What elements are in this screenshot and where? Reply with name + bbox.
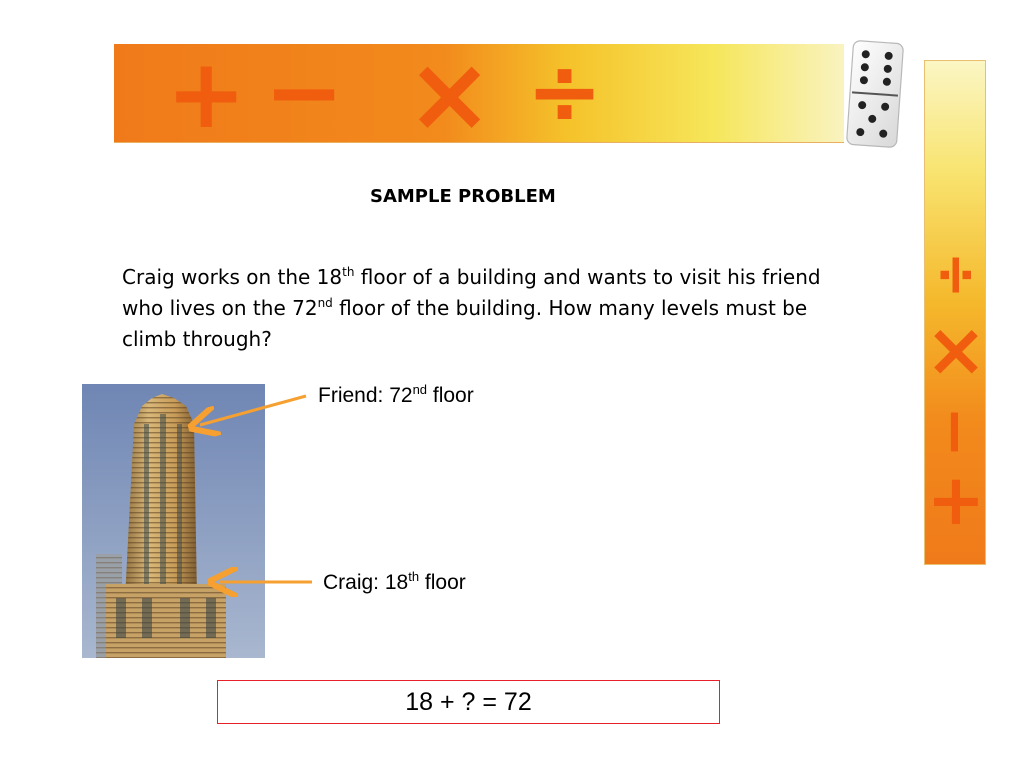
side-bar	[920, 60, 993, 565]
divide-icon: ÷	[924, 251, 989, 299]
equation-box	[217, 680, 720, 724]
domino-icon	[846, 40, 904, 148]
ordinal-suffix: th	[342, 265, 355, 279]
craig-callout	[323, 571, 466, 595]
minus-icon: −	[264, 36, 345, 148]
plus-icon: +	[926, 459, 986, 541]
divide-icon: ÷	[526, 38, 604, 145]
ordinal-suffix: nd	[317, 296, 333, 310]
callout-text: floor	[427, 384, 474, 407]
minus-icon: −	[920, 406, 993, 458]
plus-icon: +	[166, 38, 247, 150]
problem-text	[122, 262, 842, 355]
problem-text-part: Craig works on the 18	[122, 265, 343, 289]
building-image	[82, 384, 265, 658]
callout-text: floor	[419, 571, 466, 594]
problem-text-part: floor of the building. How many levels must be climb through?	[122, 296, 808, 351]
ordinal-suffix: nd	[412, 382, 428, 397]
problem-text-part: floor of a building and wants to visit his friend who lives on the 72	[122, 265, 821, 320]
friend-callout	[318, 384, 474, 408]
times-icon: ×	[925, 307, 988, 393]
times-icon: ×	[406, 33, 494, 155]
top-banner	[114, 33, 844, 155]
callout-text: Friend: 72	[318, 384, 413, 407]
ordinal-suffix: th	[408, 569, 420, 584]
equation-text: 18 + ? = 72	[405, 687, 532, 716]
page-title: SAMPLE PROBLEM	[370, 186, 556, 207]
callout-text: Craig: 18	[323, 571, 409, 594]
